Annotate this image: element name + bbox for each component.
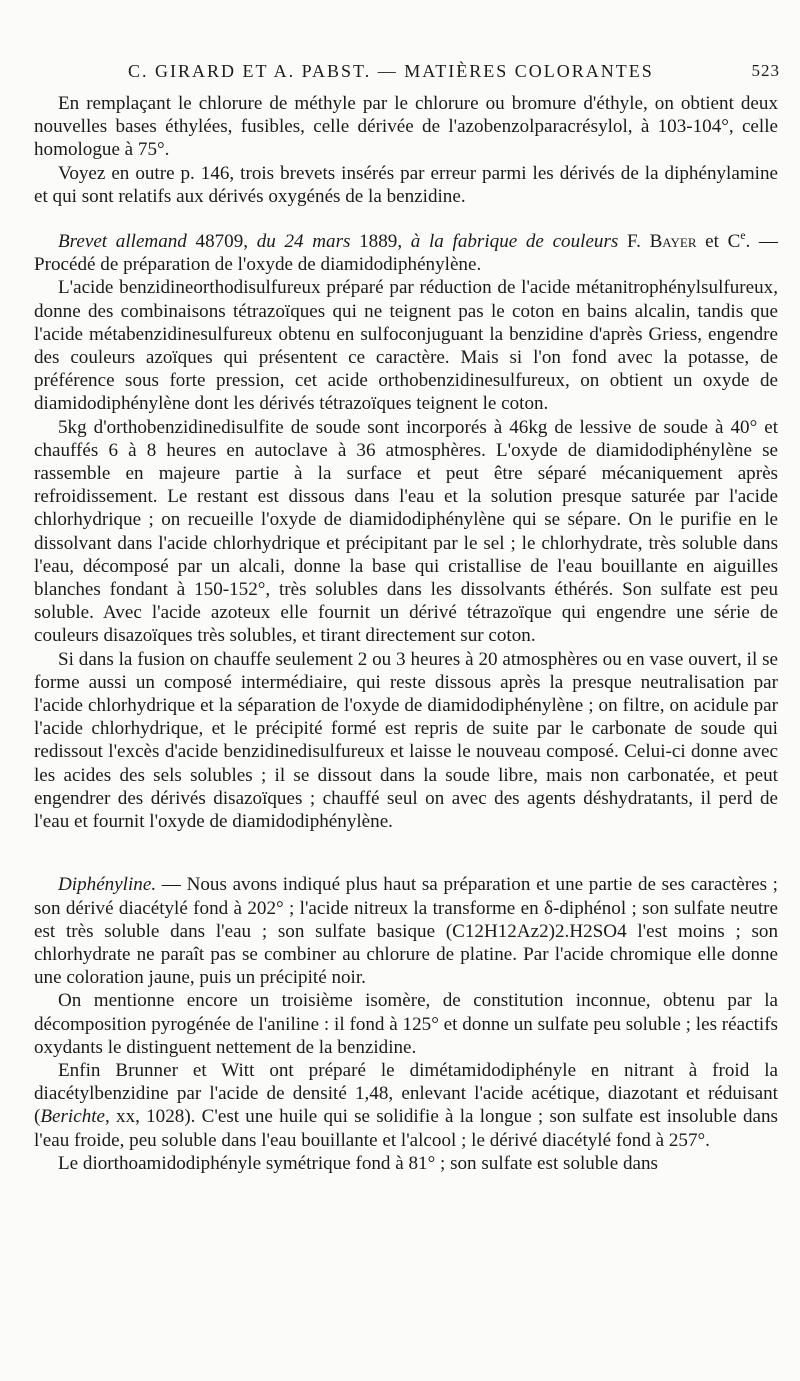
patent-entry [34,230,778,276]
berichte-italic: Berichte [40,1106,106,1128]
patent-label-italic: Brevet allemand [58,231,187,253]
paragraph-8: On mentionne encore un troisième isomère, de constitution inconnue, obtenu par la décomposition pyrogénée de l'aniline : il fond à 125° et donne un sulfate peu soluble ; les réactifs oxydants le distinguent nettement de la benzidine. [34,990,778,1058]
company-name: Bayer [649,231,697,253]
paragraph-1: En remplaçant le chlorure de méthyle par le chlorure ou bromure d'éthyle, on obtient deux nouvelles bases éthylées, fusibles, celle dérivée de l'azobenzolparacrésylol, à 103-104°, celle homologue à 75°. [34,93,778,161]
paragraph-4: L'acide benzidineorthodisulfureux préparé par réduction de l'acide métanitrophénylsulfureux, donne des combinaisons tétrazoïques qui ne teignent pas le coton en bains alcalin, tandis que l'acide métabenzidinesulfureux obtenu en sulfoconjuguant la benzidine d'après Griess, engendre des couleurs azoïques qui présentent ce caractère. Mais si l'on fond avec la potasse, de préférence sous forte pression, cet acide orthobenzidinesulfureux, on obtient un oxyde de diamidodiphénylène dont les dérivés tétrazoïques teignent le coton. [34,277,778,415]
brunner-witt-text-start: Enfin Brunner et Witt ont préparé le dimétamidodiphényle en nitrant à froid la diacétylbenzidine par l'acide de densité 1,48, enlevant l'acide acétique, diazotant et réduisant ( [34,1059,778,1128]
diphenyline-text: — Nous avons indiqué plus haut sa préparation et une partie de ses caractères ; son dérivé diacétylé fond à 202° ; l'acide nitreux la transforme en δ-diphénol ; son sulfate neutre est très soluble dans l'eau ; son sulfate basique (C12H12Az2)2.H2SO4 l'est moins ; son chlorhydrate ne paraît pas se combiner au chlorure de platine. Par l'acide chromique elle donne une coloration jaune, puis un précipité noir. [34,874,778,989]
page-number: 523 [751,61,780,80]
patent-date-italic: du 24 mars [256,231,351,253]
patent-year: 1889, [350,231,411,253]
document-body [34,92,778,1175]
paragraph-6: Si dans la fusion on chauffe seulement 2 ou 3 heures à 20 atmosphères ou en vase ouvert, il se forme aussi un composé intermédiaire, qui reste dissous après la presque neutralisation par l'acide chlorhydrique et la séparation de l'oxyde de diamidodiphénylène ; on filtre, on acidule par l'acide chlorhydrique, et le précipité formé est repris de suite par le carbonate de soude qui redissout l'excès d'acide benzidinedisulfureux et laisse le nouveau composé. Celui-ci donne avec les acides des sels solubles ; il se dissout dans la soude libre, mais non carbonatée, et peut engendrer des dérivés disazoïques ; chauffé seul on avec des agents déshydratants, il perd de l'eau et fournit l'oxyde de diamidodiphénylène. [34,648,778,833]
company-prefix: F. [618,231,650,253]
patent-description: . — Procédé de préparation de l'oxyde de diamidodiphénylène. [34,231,779,276]
company-suffix-sup: e [740,230,746,242]
patent-source-italic: à la fabrique de couleurs [410,231,619,253]
paragraph-2: Voyez en outre p. 146, trois brevets insérés par erreur parmi les dérivés de la diphénylamine et qui sont relatifs aux dérivés oxygénés de la benzidine. [34,162,778,207]
running-head: C. GIRARD ET A. PABST. — MATIÈRES COLORANTES [128,61,654,81]
brunner-witt-text-end: , xx, 1028). C'est une huile qui se solidifie à la longue ; son sulfate est insoluble dans l'eau froide, peu soluble dans l'eau bouillante et l'alcool ; le dérivé diacétylé fond à 257°. [34,1106,778,1151]
page-header [128,58,780,84]
company-suffix: et C [696,231,741,253]
section-gap-2 [34,833,778,873]
section-gap-1 [34,208,778,230]
paragraph-10: Le diorthoamidodiphényle symétrique fond à 81° ; son sulfate est soluble dans [58,1152,658,1174]
brunner-witt-paragraph [34,1059,778,1152]
diphenyline-heading-italic: Diphényline. [58,874,157,896]
diphenyline-paragraph [34,873,778,989]
patent-number: 48709, [186,231,257,253]
paragraph-5: 5kg d'orthobenzidinedisulfite de soude sont incorporés à 46kg de lessive de soude à 40° et chauffés 6 à 8 heures en autoclave à 36 atmosphères. L'oxyde de diamidodiphénylène se rassemble en majeure partie à la surface et peut être séparé mécaniquement après refroidissement. Le restant est dissous dans l'eau et la solution presque saturée par l'acide chlorhydrique ; on recueille l'oxyde de diamidodiphénylène qui se sépare. On le purifie en le dissolvant dans l'acide chlorhydrique et précipitant par le sel ; le chlorhydrate, très soluble dans l'eau, décomposé par un alcali, donne la base qui cristallise de l'eau bouillante en aiguilles blanches fondant à 150-152°, très solubles dans les dissolvants éthérés. Son sulfate est peu soluble. Avec l'acide azoteux elle fournit un dérivé tétrazoïque qui engendre une série de couleurs disazoïques très solubles, et tirant directement sur coton. [34,416,778,647]
